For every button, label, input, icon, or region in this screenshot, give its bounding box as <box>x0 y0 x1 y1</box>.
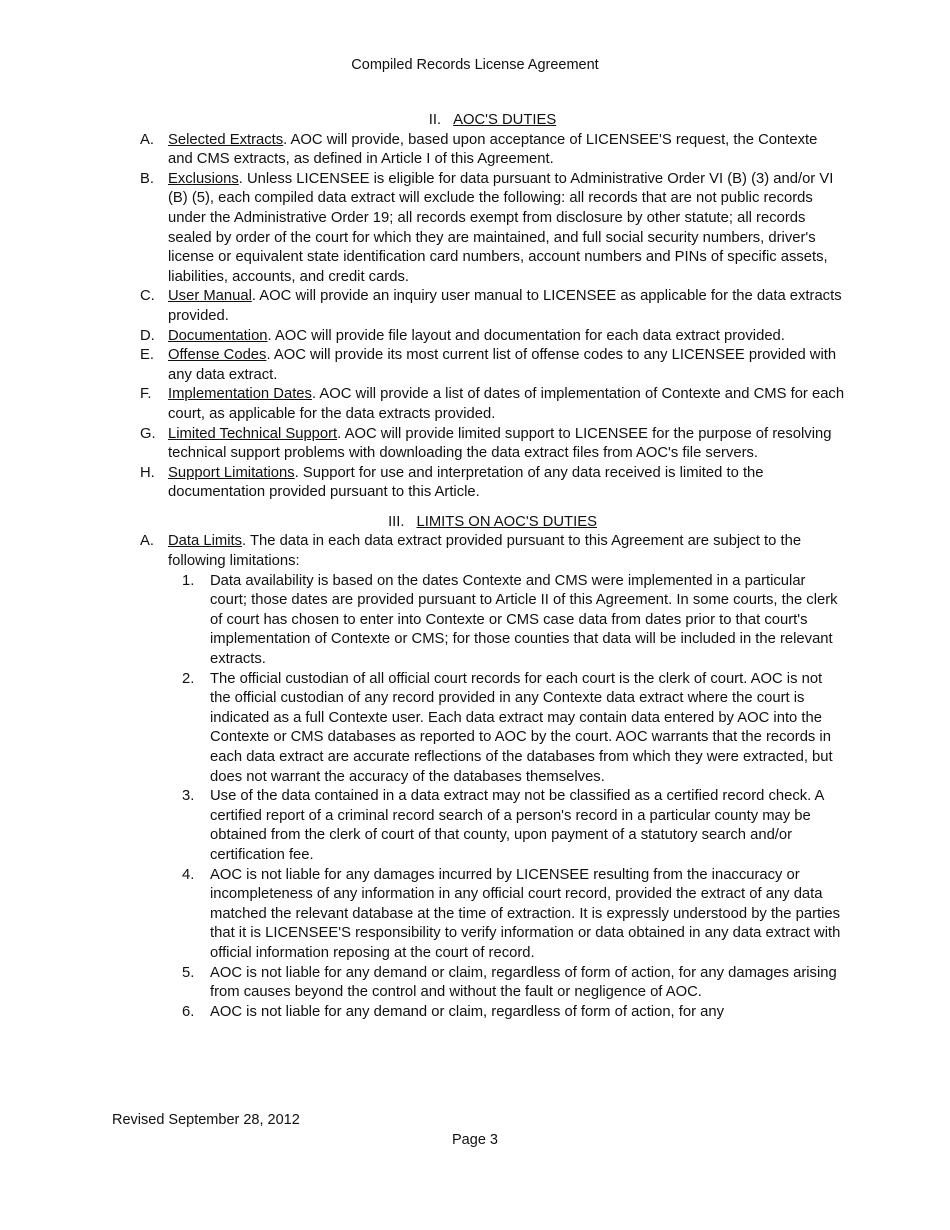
item-body: . Unless LICENSEE is eligible for data pursuant to Administrative Order VI (B) (3) and/or VI (B) (5), each compiled data extract will exclude the following: all records that are not public records under the Administrative Order 19; all records exempt from disclosure by other statute; all records sealed by order of the court for which they are maintained, and full social security numbers, driver's license or equivalent state identification card numbers, account numbers and PINs of specific assets, liabilities, accounts, and credit cards. <box>168 170 834 285</box>
sub-label: 2. <box>182 670 195 687</box>
sub-text: AOC is not liable for any demand or claim, regardless of form of action, for any damages arising from causes beyond the control and without the fault or negligence of AOC. <box>210 964 837 1001</box>
section-heading-3 <box>140 513 845 533</box>
item-text <box>168 464 845 503</box>
sub-label: 5. <box>182 964 195 981</box>
sublist-item <box>182 964 845 1003</box>
list-item <box>140 532 845 571</box>
section-heading-2 <box>140 111 845 131</box>
item-body: . Support for use and interpretation of any data received is limited to the documentation provided pursuant to this Article. <box>168 464 764 501</box>
item-text <box>168 327 845 347</box>
sublist <box>182 572 845 1023</box>
sub-label: 6. <box>182 1003 195 1020</box>
section-title: AOC'S DUTIES <box>453 112 557 128</box>
item-title: Exclusions <box>168 170 239 187</box>
page-number: Page 3 <box>452 1132 498 1148</box>
item-title: Selected Extracts <box>168 131 284 148</box>
sublist-item <box>182 670 845 788</box>
item-title: Offense Codes <box>168 347 267 364</box>
document-body <box>140 111 845 1022</box>
item-text <box>168 346 845 385</box>
item-label: G. <box>140 425 156 442</box>
section-2-list <box>140 131 845 503</box>
revision-date: Revised September 28, 2012 <box>112 1112 300 1128</box>
list-item <box>140 425 845 464</box>
section-number: III. <box>388 513 405 530</box>
item-title: Documentation <box>168 327 268 344</box>
item-title: Limited Technical Support <box>168 425 338 442</box>
sub-text: AOC is not liable for any demand or claim, regardless of form of action, for any <box>210 1003 725 1020</box>
sublist-item <box>182 572 845 670</box>
item-label: H. <box>140 464 155 481</box>
item-label: B. <box>140 170 154 187</box>
list-item <box>140 346 845 385</box>
item-text <box>168 532 845 571</box>
sub-label: 3. <box>182 788 195 805</box>
sub-text: AOC is not liable for any damages incurred by LICENSEE resulting from the inaccuracy or incompleteness of any information in any official court record, provided the extract of any data matched the relevant database at the time of extraction. It is expressly understood by the parties that it is LICENSEE'S responsibility to verify information or data obtained in any data extract with official information reposing at the court of record. <box>210 866 841 961</box>
sublist-item <box>182 787 845 865</box>
list-item <box>140 385 845 424</box>
item-label: F. <box>140 386 152 403</box>
item-title: Support Limitations <box>168 464 295 481</box>
item-title: User Manual <box>168 288 252 305</box>
sub-text: The official custodian of all official court records for each court is the clerk of court. AOC is not the official custodian of any record provided in any Contexte data extract where the court is indicated as a full Contexte user. Each data extract may contain data entered by AOC into the Contexte or CMS databases as reported to AOC by the court. AOC warrants that the records in each data extract are accurate reflections of the databases from which they were extracted, but does not warrant the accuracy of the databases themselves. <box>210 670 833 785</box>
item-body: . AOC will provide a list of dates of implementation of Contexte and CMS for each court, as applicable for the data extracts provided. <box>168 386 845 422</box>
item-label: C. <box>140 288 155 305</box>
item-title: Data Limits <box>168 533 243 550</box>
item-label: E. <box>140 347 154 364</box>
list-item <box>140 170 845 288</box>
list-item <box>140 131 845 170</box>
sublist-item <box>182 1003 845 1023</box>
item-label: D. <box>140 327 155 344</box>
sub-text: Use of the data contained in a data extract may not be classified as a certified record check. A certified report of a criminal record search of a person's record in a particular county may be obtained from the clerk of court of that county, upon payment of a statutory search and/or certification fee. <box>210 788 824 863</box>
item-body: . AOC will provide limited support to LICENSEE for the purpose of resolving technical support problems with downloading the data extract files from AOC's file servers. <box>168 425 832 462</box>
item-text <box>168 131 845 170</box>
item-label: A. <box>140 533 154 550</box>
item-label: A. <box>140 131 154 148</box>
item-title: Implementation Dates <box>168 386 312 403</box>
list-item <box>140 464 845 503</box>
item-text <box>168 170 845 288</box>
sub-text: Data availability is based on the dates Contexte and CMS were implemented in a particular court; those dates are provided pursuant to Article II of this Agreement. In some courts, the clerk of court has chosen to enter into Contexte or CMS case data from dates prior to that court's implementation of Contexte or CMS; for those counties that data will be included in the relevant extracts. <box>210 572 838 668</box>
item-text <box>168 385 845 424</box>
item-body: . AOC will provide its most current list of offense codes to any LICENSEE provided with any data extract. <box>168 347 837 383</box>
list-item <box>140 287 845 326</box>
item-text <box>168 425 845 464</box>
section-title: LIMITS ON AOC'S DUTIES <box>416 513 597 530</box>
sub-label: 4. <box>182 866 195 883</box>
item-text <box>168 287 845 326</box>
item-body: . AOC will provide an inquiry user manual to LICENSEE as applicable for the data extracts provided. <box>168 288 842 324</box>
item-body: . The data in each data extract provided pursuant to this Agreement are subject to the following limitations: <box>168 533 802 570</box>
list-item <box>140 327 845 347</box>
sub-label: 1. <box>182 572 195 589</box>
sublist-item <box>182 866 845 964</box>
section-number: II. <box>428 112 442 128</box>
page-header: Compiled Records License Agreement <box>351 57 599 73</box>
item-body: . AOC will provide file layout and documentation for each data extract provided. <box>267 327 785 344</box>
item-body: . AOC will provide, based upon acceptance of LICENSEE'S request, the Contexte and CMS extracts, as defined in Article I of this Agreement. <box>168 131 818 168</box>
section-3-list <box>140 532 845 1022</box>
